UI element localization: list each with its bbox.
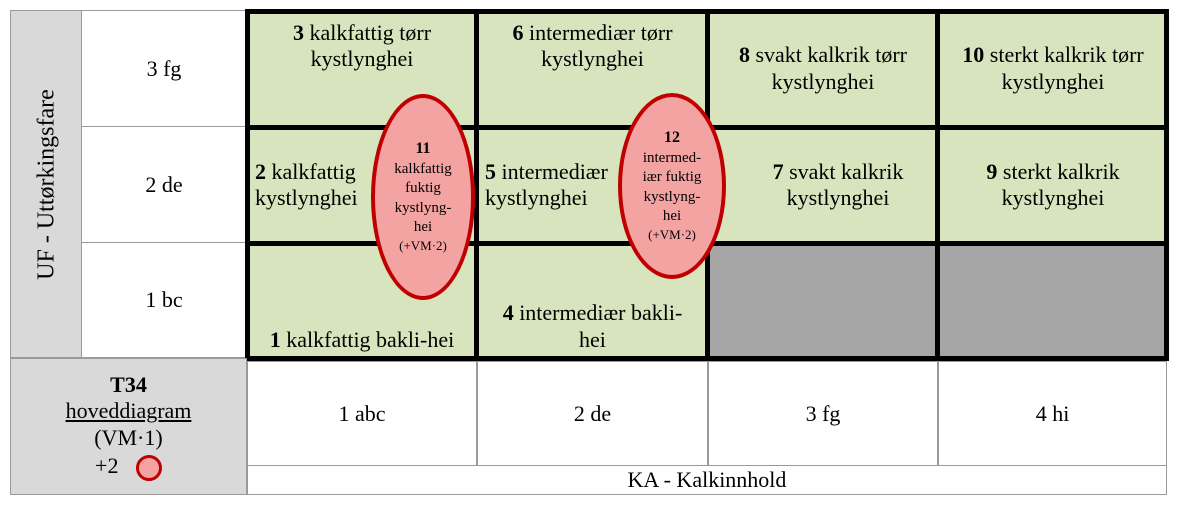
legend-vm: (VM·1) <box>94 424 163 450</box>
cell-empty-3 <box>708 243 938 359</box>
y-level-1: 1 bc <box>81 242 247 358</box>
ellipse-11-line1: kalkfattig <box>394 160 452 177</box>
ellipse-11-line3: kystlyng- <box>394 199 452 216</box>
legend-title: T34 <box>110 371 147 397</box>
legend-ellipse-icon <box>136 455 162 481</box>
ellipse-12-vm: (+VM·2) <box>648 226 696 242</box>
cell-2: 2 kalkfattig kystlynghei <box>247 127 477 243</box>
y-level-3: 3 fg <box>81 10 247 127</box>
grid-line-left <box>245 9 250 361</box>
legend-plus-row <box>95 453 162 481</box>
x-level-4: 4 hi <box>938 361 1167 466</box>
ellipse-12-line2: iær fuktig <box>642 169 702 186</box>
ellipse-11 <box>371 94 475 300</box>
cell-10: 10 sterkt kalkrik tørr kystlynghei <box>938 10 1168 127</box>
ellipse-12 <box>618 93 726 279</box>
y-level-2: 2 de <box>81 126 247 243</box>
legend-box <box>10 358 247 495</box>
ellipse-11-number: 11 <box>415 140 431 158</box>
grid-line-col1 <box>474 9 479 361</box>
y-axis-title-panel <box>10 10 82 358</box>
cell-5: 5 intermediær kystlynghei <box>477 127 708 243</box>
cell-7: 7 svakt kalkrik kystlynghei <box>708 127 938 243</box>
cell-1: 1 kalkfattig bakli-hei <box>247 243 477 359</box>
x-level-3: 3 fg <box>708 361 938 466</box>
ellipse-11-line2: fuktig <box>405 180 441 197</box>
x-level-2: 2 de <box>477 361 708 466</box>
cell-6: 6 intermediær tørr kystlynghei <box>477 10 708 127</box>
y-axis-title: UF - Uttørkingsfare <box>33 89 60 280</box>
ellipse-12-line3: kystlyng- <box>643 188 701 205</box>
ellipse-11-line4: hei <box>413 219 433 236</box>
legend-plus: +2 <box>95 453 119 479</box>
grid-line-col3 <box>935 9 940 361</box>
x-level-1: 1 abc <box>247 361 477 466</box>
ellipse-12-line1: intermed- <box>642 149 702 166</box>
cell-empty-4 <box>938 243 1168 359</box>
legend-subtitle: hoveddiagram <box>65 398 192 424</box>
ellipse-12-line4: hei <box>662 208 682 225</box>
cell-4: 4 intermediær bakli- hei <box>477 243 708 359</box>
cell-8: 8 svakt kalkrik tørr kystlynghei <box>708 10 938 127</box>
ellipse-12-number: 12 <box>664 129 680 147</box>
cell-9: 9 sterkt kalkrik kystlynghei <box>938 127 1168 243</box>
grid-line-right <box>1164 9 1169 361</box>
cell-3: 3 kalkfattig tørr kystlynghei <box>247 10 477 127</box>
x-axis-title: KA - Kalkinnhold <box>247 465 1167 495</box>
ellipse-11-vm: (+VM·2) <box>399 237 447 253</box>
